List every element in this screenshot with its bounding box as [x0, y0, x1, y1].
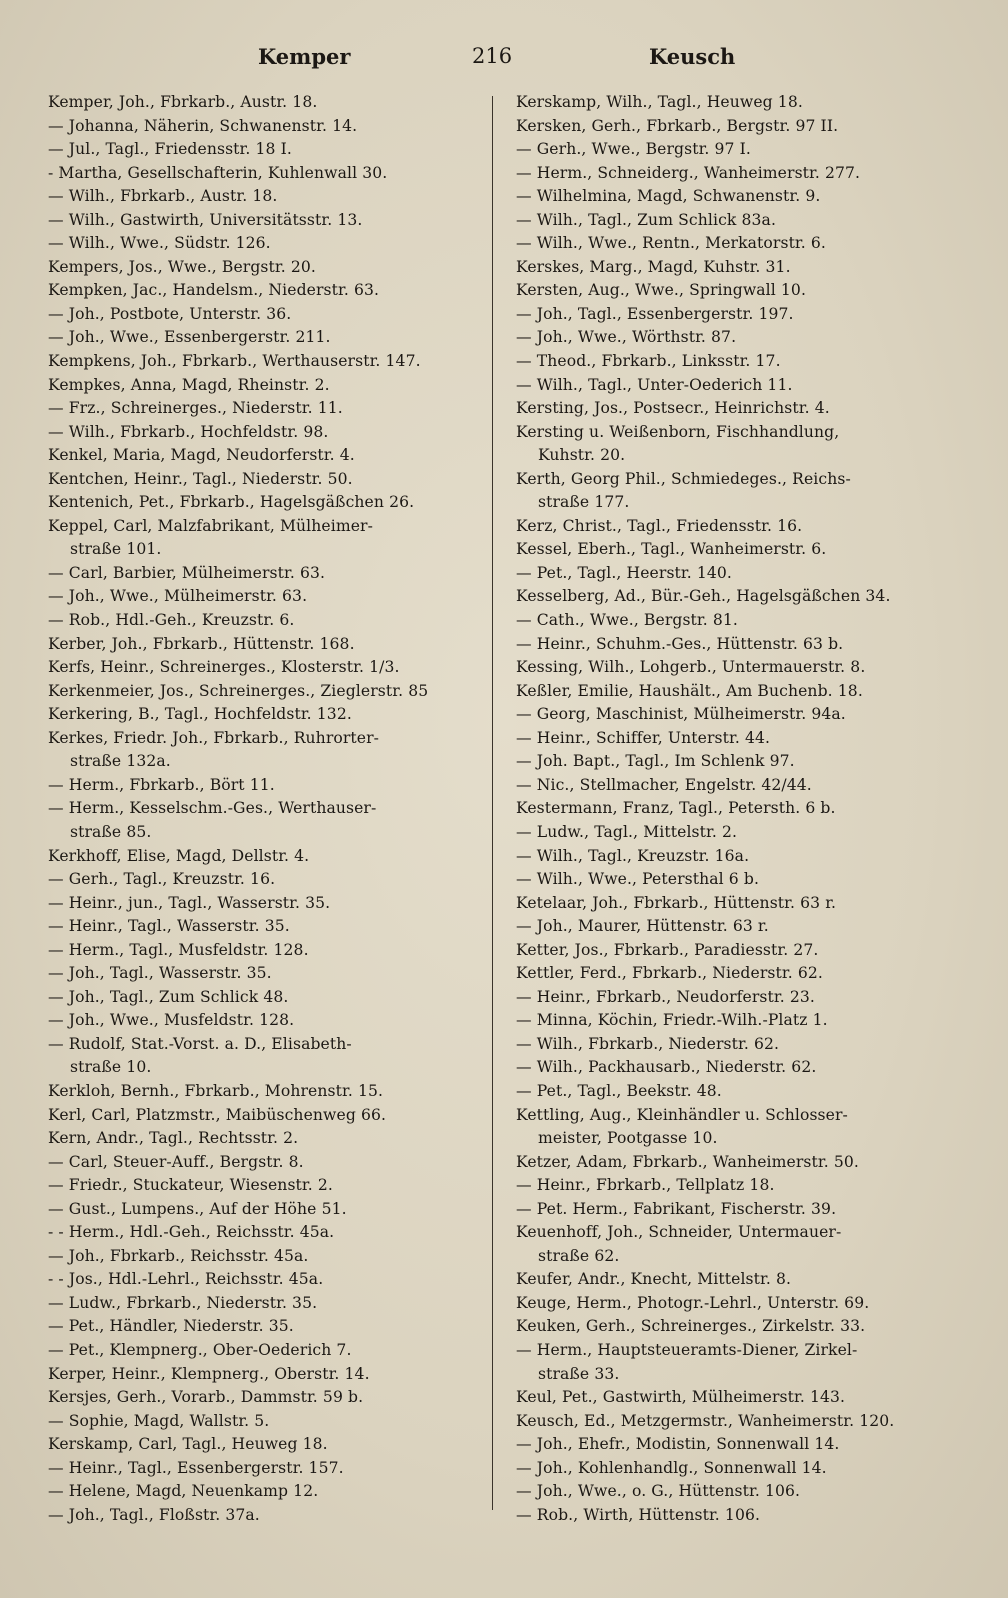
directory-entry-line: Kessing, Wilh., Lohgerb., Untermauerstr. 8. [516, 658, 866, 677]
directory-entry-line: — Joh., Tagl., Floßstr. 37a. [48, 1505, 260, 1524]
directory-entry-line: Kern, Andr., Tagl., Rechtsstr. 2. [48, 1129, 299, 1148]
directory-entry-line: — Minna, Köchin, Friedr.-Wilh.-Platz 1. [516, 1011, 828, 1030]
directory-entry-line: — Joh., Tagl., Essenbergerstr. 197. [516, 304, 794, 323]
directory-entry-line: — Wilh., Wwe., Rentn., Merkatorstr. 6. [516, 234, 826, 253]
directory-entry-line: Kerfs, Heinr., Schreinerges., Klosterstr. 1/3. [48, 658, 400, 677]
directory-entry-line: Keßler, Emilie, Haushält., Am Buchenb. 18. [516, 681, 863, 700]
directory-entry-line: Ketter, Jos., Fbrkarb., Paradiesstr. 27. [516, 940, 819, 959]
directory-entry-line: — Wilh., Tagl., Kreuzstr. 16a. [516, 846, 750, 865]
directory-entry-line: Kuhstr. 20. [538, 446, 626, 465]
directory-entry-line: — Wilh., Wwe., Petersthal 6 b. [516, 870, 760, 889]
directory-entry-line: Kempkes, Anna, Magd, Rheinstr. 2. [48, 375, 330, 394]
directory-entry-line: — Heinr., Schuhm.-Ges., Hüttenstr. 63 b. [516, 634, 844, 653]
directory-entry-line: Kerkering, B., Tagl., Hochfeldstr. 132. [48, 705, 352, 724]
directory-entry-line: — Joh. Bapt., Tagl., Im Schlenk 97. [516, 752, 795, 771]
directory-entry-line: — Sophie, Magd, Wallstr. 5. [48, 1411, 270, 1430]
directory-entry-line: Kerz, Christ., Tagl., Friedensstr. 16. [516, 516, 803, 535]
directory-entry-line: Keuken, Gerh., Schreinerges., Zirkelstr. 33. [516, 1317, 866, 1336]
directory-entry-line: — Pet., Tagl., Heerstr. 140. [516, 563, 732, 582]
directory-entry-line: Kerl, Carl, Platzmstr., Maibüschenweg 66. [48, 1105, 387, 1124]
directory-entry-line: — Wilh., Fbrkarb., Niederstr. 62. [516, 1034, 780, 1053]
page-number: 216 [472, 44, 513, 68]
directory-entry-line: Kettling, Aug., Kleinhändler u. Schlosser- [516, 1105, 848, 1124]
directory-entry-line: — Rudolf, Stat.-Vorst. a. D., Elisabeth- [48, 1034, 352, 1053]
directory-entry-line: Kerkes, Friedr. Joh., Fbrkarb., Ruhrorter- [48, 728, 380, 747]
directory-entry-line: Keul, Pet., Gastwirth, Mülheimerstr. 143. [516, 1388, 846, 1407]
directory-entry-line: — Joh., Wwe., Wörthstr. 87. [516, 328, 737, 347]
directory-entry-line: Kemper, Joh., Fbrkarb., Austr. 18. [48, 93, 318, 111]
directory-entry-line: Kersting u. Weißenborn, Fischhandlung, [516, 422, 840, 441]
directory-entry-line: — Wilh., Fbrkarb., Hochfeldstr. 98. [48, 422, 329, 441]
directory-entry-line: Kersten, Aug., Wwe., Springwall 10. [516, 281, 807, 300]
directory-entry-line: straße 33. [538, 1364, 620, 1383]
directory-entry-line: Kentchen, Heinr., Tagl., Niederstr. 50. [48, 469, 353, 488]
header-right-keyword: Keusch [649, 44, 736, 69]
right-column [516, 91, 964, 1527]
page-header [0, 44, 1008, 80]
directory-entry-line: — Herm., Schneiderg., Wanheimerstr. 277. [516, 163, 861, 182]
directory-entry-line: Ketelaar, Joh., Fbrkarb., Hüttenstr. 63 r. [516, 893, 837, 912]
directory-entry-line: — Wilh., Packhausarb., Niederstr. 62. [516, 1058, 817, 1077]
directory-entry-line: — Heinr., Fbrkarb., Tellplatz 18. [516, 1176, 775, 1195]
directory-entry-line: - - Herm., Hdl.-Geh., Reichsstr. 45a. [48, 1223, 335, 1242]
directory-entry-line: — Heinr., Fbrkarb., Neudorferstr. 23. [516, 987, 815, 1006]
directory-entry-line: — Heinr., Tagl., Wasserstr. 35. [48, 917, 290, 936]
directory-entry-line: Kerper, Heinr., Klempnerg., Oberstr. 14. [48, 1364, 370, 1383]
directory-entry-line: straße 101. [70, 540, 162, 559]
directory-entry-line: Kerkhoff, Elise, Magd, Dellstr. 4. [48, 846, 310, 865]
directory-entry-line: Keuge, Herm., Photogr.-Lehrl., Unterstr. 69. [516, 1293, 870, 1312]
directory-entry-line: — Pet. Herm., Fabrikant, Fischerstr. 39. [516, 1199, 837, 1218]
directory-entry-line: Kerskamp, Carl, Tagl., Heuweg 18. [48, 1435, 328, 1454]
directory-entry-line: Keufer, Andr., Knecht, Mittelstr. 8. [516, 1270, 792, 1289]
column-divider [492, 96, 493, 1510]
directory-entry-line: Kerth, Georg Phil., Schmiedeges., Reichs- [516, 469, 851, 488]
directory-entry-line: — Ludw., Tagl., Mittelstr. 2. [516, 822, 738, 841]
directory-entry-line: meister, Pootgasse 10. [538, 1129, 718, 1148]
directory-entry-line: — Friedr., Stuckateur, Wiesenstr. 2. [48, 1176, 333, 1195]
directory-entry-line: Kenkel, Maria, Magd, Neudorferstr. 4. [48, 446, 355, 465]
directory-entry-line: — Johanna, Näherin, Schwanenstr. 14. [48, 116, 358, 135]
directory-entry-line: Kersken, Gerh., Fbrkarb., Bergstr. 97 II. [516, 116, 839, 135]
directory-entry-line: — Herm., Hauptsteueramts-Diener, Zirkel- [516, 1340, 858, 1359]
directory-entry-line: — Jul., Tagl., Friedensstr. 18 I. [48, 140, 292, 159]
directory-entry-line: — Pet., Händler, Niederstr. 35. [48, 1317, 294, 1336]
directory-entry-line: straße 85. [70, 822, 152, 841]
directory-entry-line: — Heinr., Schiffer, Unterstr. 44. [516, 728, 771, 747]
directory-entry-line: Kerskes, Marg., Magd, Kuhstr. 31. [516, 257, 791, 276]
directory-entry-line: straße 177. [538, 493, 630, 512]
directory-entry-line: Kesselberg, Ad., Bür.-Geh., Hagelsgäßchen 34. [516, 587, 891, 606]
directory-entry-line: — Joh., Wwe., Musfeldstr. 128. [48, 1011, 295, 1030]
directory-entry-line: — Pet., Klempnerg., Ober-Oederich 7. [48, 1340, 352, 1359]
directory-entry-line: straße 62. [538, 1246, 620, 1265]
directory-entry-line: — Wilh., Wwe., Südstr. 126. [48, 234, 271, 253]
directory-entry-line: — Ludw., Fbrkarb., Niederstr. 35. [48, 1293, 318, 1312]
directory-entry-line: Keuenhoff, Joh., Schneider, Untermauer- [516, 1223, 842, 1242]
directory-entry-line: — Gust., Lumpens., Auf der Höhe 51. [48, 1199, 347, 1218]
header-left-keyword: Kemper [258, 44, 351, 69]
directory-entry-line: — Joh., Wwe., Essenbergerstr. 211. [48, 328, 331, 347]
directory-entry-line: - Martha, Gesellschafterin, Kuhlenwall 30. [48, 163, 388, 182]
directory-entry-line: — Heinr., jun., Tagl., Wasserstr. 35. [48, 893, 331, 912]
directory-entry-line: Kersting, Jos., Postsecr., Heinrichstr. 4. [516, 399, 830, 418]
directory-entry-line: Kentenich, Pet., Fbrkarb., Hagelsgäßchen 26. [48, 493, 415, 512]
directory-entry-line: — Pet., Tagl., Beekstr. 48. [516, 1081, 722, 1100]
directory-entry-line: — Rob., Hdl.-Geh., Kreuzstr. 6. [48, 611, 295, 630]
directory-entry-line: — Gerh., Wwe., Bergstr. 97 I. [516, 140, 751, 159]
directory-entry-line: — Wilh., Tagl., Unter-Oederich 11. [516, 375, 793, 394]
directory-entry-line: Kempken, Jac., Handelsm., Niederstr. 63. [48, 281, 380, 300]
directory-entry-line: — Carl, Steuer-Auff., Bergstr. 8. [48, 1152, 304, 1171]
directory-entry-line: Kersjes, Gerh., Vorarb., Dammstr. 59 b. [48, 1388, 364, 1407]
directory-entry-line: Kettler, Ferd., Fbrkarb., Niederstr. 62. [516, 964, 823, 983]
directory-entry-line: Kerskamp, Wilh., Tagl., Heuweg 18. [516, 93, 803, 111]
directory-entry-line: Kessel, Eberh., Tagl., Wanheimerstr. 6. [516, 540, 827, 559]
directory-entry-line: — Gerh., Tagl., Kreuzstr. 16. [48, 870, 276, 889]
directory-entry-line: — Joh., Maurer, Hüttenstr. 63 r. [516, 917, 769, 936]
directory-entry-line: — Joh., Tagl., Wasserstr. 35. [48, 964, 272, 983]
directory-entry-line: — Joh., Postbote, Unterstr. 36. [48, 304, 292, 323]
directory-entry-line: — Joh., Wwe., Mülheimerstr. 63. [48, 587, 308, 606]
directory-entry-line: Keppel, Carl, Malzfabrikant, Mülheimer- [48, 516, 373, 535]
directory-entry-line: — Cath., Wwe., Bergstr. 81. [516, 611, 738, 630]
directory-entry-line: — Joh., Wwe., o. G., Hüttenstr. 106. [516, 1482, 801, 1501]
directory-entry-line: — Joh., Fbrkarb., Reichsstr. 45a. [48, 1246, 309, 1265]
directory-entry-line: — Carl, Barbier, Mülheimerstr. 63. [48, 563, 326, 582]
directory-entry-line: straße 10. [70, 1058, 152, 1077]
directory-entry-line: — Joh., Kohlenhandlg., Sonnenwall 14. [516, 1458, 827, 1477]
directory-entry-line: straße 132a. [70, 752, 171, 771]
directory-entry-line: - - Jos., Hdl.-Lehrl., Reichsstr. 45a. [48, 1270, 324, 1289]
directory-entry-line: Keusch, Ed., Metzgermstr., Wanheimerstr. 120. [516, 1411, 895, 1430]
directory-entry-line: — Wilhelmina, Magd, Schwanenstr. 9. [516, 187, 821, 206]
directory-entry-line: Kerkloh, Bernh., Fbrkarb., Mohrenstr. 15. [48, 1081, 384, 1100]
directory-entry-line: — Heinr., Tagl., Essenbergerstr. 157. [48, 1458, 344, 1477]
directory-entry-line: Kerkenmeier, Jos., Schreinerges., Zieglerstr. 85 [48, 681, 429, 700]
directory-entry-line: — Frz., Schreinerges., Niederstr. 11. [48, 399, 343, 418]
directory-entry-line: — Joh., Tagl., Zum Schlick 48. [48, 987, 289, 1006]
directory-entry-line: Kempkens, Joh., Fbrkarb., Werthauserstr. 147. [48, 352, 421, 371]
directory-entry-line: — Wilh., Tagl., Zum Schlick 83a. [516, 210, 777, 229]
left-column [48, 91, 496, 1527]
directory-entry-line: — Wilh., Gastwirth, Universitätsstr. 13. [48, 210, 363, 229]
directory-entry-line: — Herm., Tagl., Musfeldstr. 128. [48, 940, 309, 959]
directory-entry-line: — Herm., Fbrkarb., Bört 11. [48, 775, 275, 794]
directory-entry-line: Ketzer, Adam, Fbrkarb., Wanheimerstr. 50. [516, 1152, 859, 1171]
directory-entry-line: — Nic., Stellmacher, Engelstr. 42/44. [516, 775, 812, 794]
directory-entry-line: — Rob., Wirth, Hüttenstr. 106. [516, 1505, 761, 1524]
directory-entry-line: Kempers, Jos., Wwe., Bergstr. 20. [48, 257, 316, 276]
directory-entry-line: Kestermann, Franz, Tagl., Petersth. 6 b. [516, 799, 836, 818]
directory-entry-line: Kerber, Joh., Fbrkarb., Hüttenstr. 168. [48, 634, 355, 653]
directory-entry-line: — Herm., Kesselschm.-Ges., Werthauser- [48, 799, 377, 818]
directory-entry-line: — Georg, Maschinist, Mülheimerstr. 94a. [516, 705, 846, 724]
directory-entry-line: — Wilh., Fbrkarb., Austr. 18. [48, 187, 278, 206]
directory-entry-line: — Joh., Ehefr., Modistin, Sonnenwall 14. [516, 1435, 840, 1454]
directory-entry-line: — Helene, Magd, Neuenkamp 12. [48, 1482, 319, 1501]
directory-entry-line: — Theod., Fbrkarb., Linksstr. 17. [516, 352, 781, 371]
